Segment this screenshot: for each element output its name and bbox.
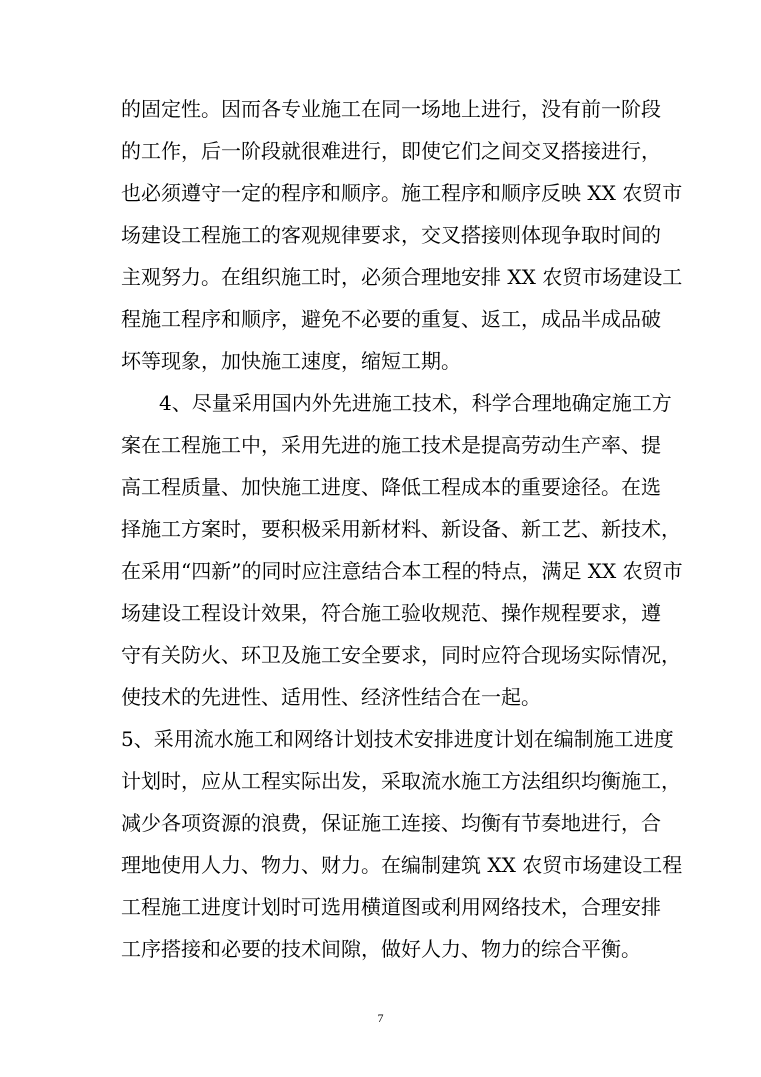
text-line: 在采用“四新”的同时应注意结合本工程的特点，满足 XX 农贸市	[121, 559, 683, 583]
text-line: 案在工程施工中，采用先进的施工技术是提高劳动生产率、提	[121, 433, 661, 457]
paragraph-5-first-line: 5、采用流水施工和网络计划技术安排进度计划在编制施工进度	[121, 727, 674, 751]
text-line: 场建设工程施工的客观规律要求，交叉搭接则体现争取时间的	[121, 223, 661, 247]
text-line: 工序搭接和必要的技术间隙，做好人力、物力的综合平衡。	[121, 937, 641, 961]
text-line: 程施工程序和顺序，避免不必要的重复、返工，成品半成品破	[121, 307, 661, 331]
text-line: 主观努力。在组织施工时，必须合理地安排 XX 农贸市场建设工	[121, 265, 683, 289]
text-line: 也必须遵守一定的程序和顺序。施工程序和顺序反映 XX 农贸市	[121, 181, 683, 205]
text-line: 守有关防火、环卫及施工安全要求，同时应符合现场实际情况，	[121, 643, 681, 667]
text-line: 计划时，应从工程实际出发，采取流水施工方法组织均衡施工，	[121, 769, 681, 793]
text-line: 的工作，后一阶段就很难进行，即使它们之间交叉搭接进行，	[121, 139, 661, 163]
text-line: 工程施工进度计划时可选用横道图或利用网络技术，合理安排	[121, 895, 661, 919]
text-line: 场建设工程设计效果，符合施工验收规范、操作规程要求，遵	[121, 601, 661, 625]
text-line: 择施工方案时，要积极采用新材料、新设备、新工艺、新技术，	[121, 517, 681, 541]
text-line: 减少各项资源的浪费，保证施工连接、均衡有节奏地进行，合	[121, 811, 661, 835]
text-line: 使技术的先进性、适用性、经济性结合在一起。	[121, 685, 541, 709]
text-line: 高工程质量、加快施工进度、降低工程成本的重要途径。在选	[121, 475, 661, 499]
text-line: 理地使用人力、物力、财力。在编制建筑 XX 农贸市场建设工程	[121, 853, 683, 877]
page-number: 7	[377, 1011, 384, 1025]
text-line: 的固定性。因而各专业施工在同一场地上进行，没有前一阶段	[121, 97, 661, 121]
paragraph-4-first-line: 4、尽量采用国内外先进施工技术，科学合理地确定施工方	[159, 391, 672, 415]
text-line: 坏等现象，加快施工速度，缩短工期。	[121, 349, 461, 373]
